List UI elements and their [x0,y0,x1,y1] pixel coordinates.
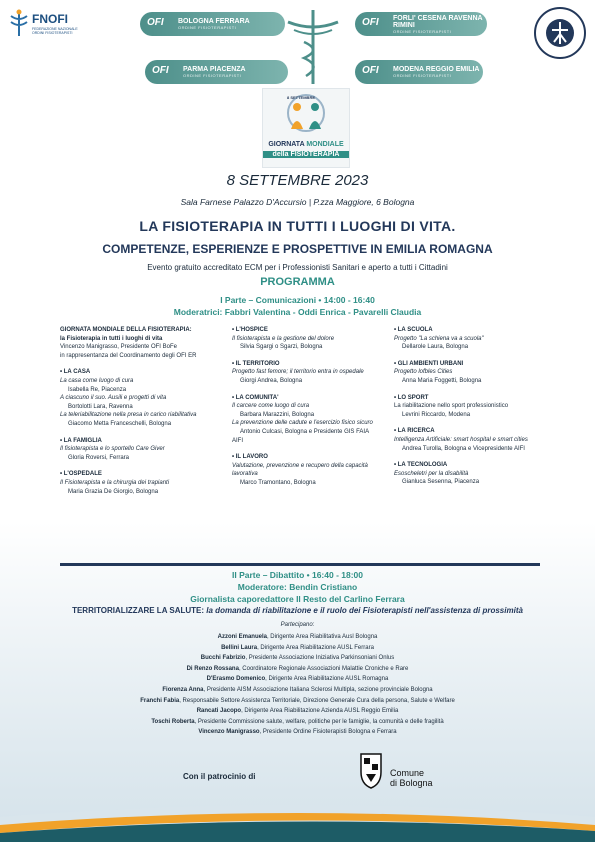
participant-row [0,717,595,728]
bottom-wave-decoration [0,795,595,842]
participant-role: , Dirigente Area Riabilitazione AUSL Ferrara [257,644,374,651]
program-line: Esoscheletri per la disabilità [394,470,469,477]
program-line: Il fisioterapista e la gestione del dolore [232,335,335,342]
program-section-heading: • LA RICERCA [394,428,435,435]
program-line: Silvia Sgargi o Sgarzi, Bologna [240,344,323,351]
program-section-heading: GIORNATA MONDIALE DELLA FISIOTERAPIA: [60,327,192,333]
participant-name: Fiorenza Anna [162,686,204,693]
participant-row [0,653,595,664]
program-line: Progetto fast femore; il territorio entra in ospedale [232,369,364,376]
participant-role: , Presidente Ordine Fisioterapisti Bologna e Ferrara [259,729,397,736]
program-line: Anna Maria Foggetti, Bologna [402,377,482,384]
program-line: Giorgi Andrea, Bologna [240,377,303,384]
program-column-1 [60,326,225,496]
program-line: Barbara Marazzini, Bologna [240,411,315,418]
program-line: La teleriabilitazione nella presa in carico riabilitativa [60,412,197,419]
participant-role: , Presidente Associazione Iniziativa Parkinsoniani Onlus [245,655,395,662]
section-divider [60,563,540,566]
participant-name: Azzoni Emanuela [217,634,267,640]
ofi-romagna-logo: OFI FORLI' CESENA RAVENNA RIMINI ORDINE FISIOTERAPISTI [355,12,487,36]
program-line: Valutazione, prevenzione e recupero della capacità [232,462,368,469]
ofi-modena-reggio-logo: OFI MODENA REGGIO EMILIA ORDINE FISIOTERAPISTI [355,60,483,84]
ofi-parma-piacenza-logo: OFI PARMA PIACENZA ORDINE FISIOTERAPISTI [145,60,288,84]
part1-header: I Parte – Comunicazioni • 14:00 - 16:40 [220,295,375,305]
partecipano-label: Partecipano: [280,622,315,628]
fnofi-name: FNOFI [32,12,68,26]
event-date: 8 SETTEMBRE 2023 [226,172,369,189]
participant-name: Rancati Jacopo [196,708,242,715]
program-section-heading: • LO SPORT [394,394,429,401]
program-line: Il fisioterapista e lo sportello Care Giver [60,446,165,453]
gmf-title: GIORNATA MONDIALE [268,141,344,148]
caduceus-icon [284,6,342,86]
participant-role: , Dirigente Area Riabilitazione AUSL Romagna [265,676,389,683]
giornalista: Giornalista caporedattore Il Resto del Carlino Ferrara [190,594,405,604]
program-section-heading: • IL LAVORO [232,454,268,461]
fnofi-subtitle: FEDERAZIONE NAZIONALE ORDINI FISIOTERAPISTI [32,27,78,35]
program-line: A ciascuno il suo. Ausili e progetti di vita [60,395,167,402]
program-section-heading: • LA TECNOLOGIA [394,462,448,469]
program-line: Giacomo Metta Franceschelli, Bologna [68,420,172,427]
participant-role: , Presidente AISM Associazione Italiana Sclerosi Multipla, sezione provinciale Bologna [203,686,433,693]
program-line: lavorativa [232,471,258,478]
program-section-heading: • L'OSPEDALE [60,471,102,478]
gmf-date: 8 SETTEMBRE [287,95,316,100]
aifi-name [533,6,534,7]
debate-topic: TERRITORIALIZZARE LA SALUTE: la domanda di riabilitazione e il ruolo dei Fisioterapisti nell'assistenza di prossimità [72,606,523,615]
program-line: Isabella Re, Piacenza [68,386,127,393]
program-section-heading: • IL TERRITORIO [232,360,280,367]
program-section-heading: • LA SCUOLA [394,327,433,333]
program-line: Andrea Turolla, Bologna e Vicepresidente AIFI [402,445,525,452]
program-section-heading: • LA CASA [60,369,91,376]
participants-list [0,632,595,738]
program-line: Antonio Culcasi, Bologna e Presidente GIS FAIA [240,428,370,435]
participant-row [0,685,595,696]
aifi-seal-icon [533,6,587,60]
program-section-heading: • LA COMUNITA' [232,394,279,401]
participant-name: D'Erasmo Domenico [206,676,266,683]
participant-name: Di Renzo Rossana [186,665,239,672]
program-section-heading: • L'HOSPICE [232,327,268,333]
program-line: Dellarole Laura, Bologna [402,344,469,351]
event-title: LA FISIOTERAPIA IN TUTTI I LUOGHI DI VITA. [139,218,456,234]
participant-row [0,696,595,707]
event-subtitle-title: COMPETENZE, ESPERIENZE E PROSPETTIVE IN EMILIA ROMAGNA [102,242,493,256]
participant-role: , Presidente Commissione salute, welfare, politiche per le famiglie, la comunità e delle fragilità [194,718,444,725]
program-line: in rappresentanza del Coordinamento degli OFI ER [60,352,197,359]
event-venue: Sala Farnese Palazzo D'Accursio | P.zza Maggiore, 6 Bologna [180,197,415,207]
program-line: Maria Grazia De Giorgio, Bologna [68,488,159,495]
program-line: Gianluca Sesenna, Piacenza [402,479,480,486]
program-line: Bortolotti Lara, Ravenna [68,403,133,410]
moderatrici: Moderatrici: Fabbri Valentina - Oddi Enrica - Pavarelli Claudia [173,307,422,317]
participant-role: , Responsabile Settore Assistenza Territoriale, Direzione Generale Cura della persona, Salute e Welfare [179,697,455,704]
participant-role: , Dirigente Area Riabilitativa Ausl Bologna [266,634,378,640]
aifi-logo [533,6,587,60]
participant-role: , Dirigente Area Riabilitazione Azienda AUSL Reggio Emilia [241,708,399,715]
fnofi-logo [6,6,82,42]
program-line: la Fisioterapia in tutti i luoghi di vita [60,335,163,342]
program-line: Progetto "La schiena va a scuola" [394,335,484,342]
program-line: AIFI [232,437,244,444]
program-line: Intelligenza Artificiale: smart hospital e smart cities [394,436,528,443]
comune-crest-icon [356,750,386,790]
program-line: La casa come luogo di cura [60,377,134,384]
part2-header: II Parte – Dibattito • 16:40 - 18:00 [232,570,363,580]
participant-name: Bucchi Fabrizio [200,655,246,662]
participant-row [0,632,595,643]
participant-name: Bellini Laura [221,644,258,651]
event-description: Evento gratuito accreditato ECM per i Professionisti Sanitari e aperto a tutti i Cittadini [147,263,448,272]
program-column-2 [232,326,392,488]
participant-name: Vincenzo Manigrasso [198,729,260,736]
patrocinio-label: Con il patrocinio di [183,772,256,781]
participant-role: , Coordinatore Regionale Associazioni Malattie Croniche e Rare [238,665,409,672]
participant-name: Franchi Fabia [140,697,180,704]
comune-bologna-logo [356,750,466,790]
moderatore: Moderatore: Bendin Cristiano [237,582,358,592]
participant-row [0,643,595,654]
program-line: Il carcere come luogo di cura [232,403,310,410]
program-line: Progetto lofbles Cities [394,369,453,376]
program-column-3 [394,326,554,487]
program-line: Marco Tramontano, Bologna [240,479,316,486]
program-line: La prevenzione delle cadute e l'esercizio fisico sicuro [232,420,373,427]
program-section-heading: • LA FAMIGLIA [60,437,102,444]
program-line: Gloria Roversi, Ferrara [68,454,130,461]
comune-name: Comune di Bologna [390,768,433,788]
ofi-bologna-ferrara-logo: OFI BOLOGNA FERRARA ORDINE FISIOTERAPISTI [140,12,285,36]
participant-name: Toschi Roberta [151,718,195,725]
participant-row [0,674,595,685]
program-section-heading: • GLI AMBIENTI URBANI [394,360,464,367]
program-line: La riabilitazione nello sport professionistico [394,403,509,410]
program-line: Il Fisioterapista e la chirurgia dei trapianti [60,479,170,486]
giornata-mondiale-logo [262,88,350,168]
programma-heading: PROGRAMMA [260,276,335,288]
fnofi-emblem-icon [8,8,30,38]
program-line: Levrini Riccardo, Modena [402,411,471,418]
participant-row [0,664,595,675]
program-line: Vincenzo Manigrasso, Presidente OFI BoFe [60,344,177,351]
participant-row [0,706,595,717]
participant-row [0,727,595,738]
gmf-subtitle: della FISIOTERAPIA [263,151,349,158]
